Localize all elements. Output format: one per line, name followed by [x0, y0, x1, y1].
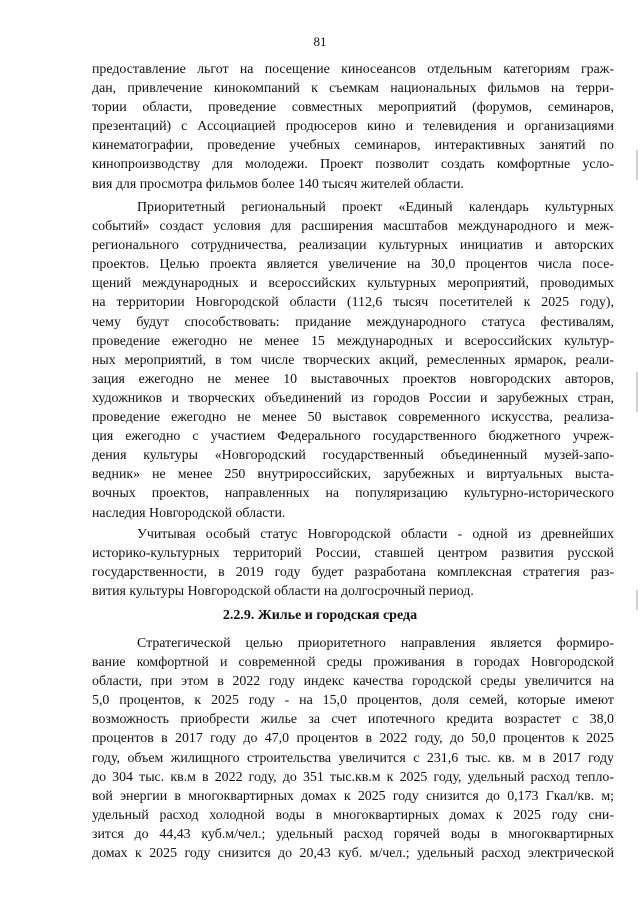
text-line: вития культуры Новгородской области на долгосрочный период. [92, 584, 474, 600]
text-line: регионального сотрудничества, реализации культурных инициатив и авторских [92, 238, 614, 254]
text-line: году, объем жилищного строительства увеличится с 231,6 тыс. кв. м в 2017 году [92, 750, 614, 766]
text-line: презентаций) с Ассоциацией продюсеров кино и телевидения и организациями [92, 119, 614, 135]
text-line: 5,0 процентов, к 2025 году - на 15,0 процентов, доля семей, которые имеют [92, 693, 614, 709]
text-line: художников и творческих объединений из городов России и зарубежных стран, [92, 390, 614, 406]
text-line: тории области, проведение совместных мероприятий (форумов, семинаров, [92, 100, 614, 116]
text-line: вия для просмотра фильмов более 140 тысяч жителей области. [92, 176, 464, 192]
section-heading: 2.2.9. Жилье и городская среда [222, 608, 418, 623]
text-line: возможность приобрести жилье за счет ипотечного кредита возрастет с 38,0 [92, 712, 614, 728]
text-line: процентов в 2017 году до 47,0 процентов в 2022 году, до 50,0 процентов к 2025 [92, 731, 614, 747]
text-line: событий» создаст условия для расширения масштабов международного и меж- [92, 219, 614, 235]
text-line: зация ежегодно не менее 10 выставочных проектов новгородских авторов, [92, 371, 614, 387]
text-line: кинопроизводству для молодежи. Проект позволит создать комфортные усло- [92, 157, 614, 173]
text-line: Приоритетный региональный проект «Единый календарь культурных [137, 200, 614, 215]
text-line: области, при этом в 2022 году индекс качества городской среды увеличится на [92, 674, 614, 690]
text-line: проведение ежегодно не менее 50 выставок современного искусства, реализа- [92, 410, 614, 426]
text-line: наследия Новгородской области. [92, 505, 286, 521]
text-line: щений международных и всероссийских культурных мероприятий, проводимых [92, 276, 614, 292]
text-line: ция ежегодно с участием Федерального государственного бюджетного учреж- [92, 429, 614, 445]
text-line: предоставление льгот на посещение киносеансов отдельным категориям граж- [92, 62, 614, 77]
text-line: Учитывая особый статус Новгородской области - одной из древнейших [137, 527, 614, 542]
text-line: вой энергии в многоквартирных домах к 2025 году снизится до 0,173 Гкал/кв. м; [92, 788, 614, 804]
text-line: вание комфортной и современной среды проживания в городах Новгородской [92, 655, 614, 671]
text-line: кинематографии, проведение учебных семинаров, интерактивных занятий по [92, 138, 614, 154]
text-line: до 304 тыс. кв.м в 2022 году, до 351 тыс.кв.м к 2025 году, удельный расход тепло- [92, 769, 614, 785]
page-number: 81 [313, 34, 327, 49]
scan-edge-mark [636, 372, 638, 412]
text-line: ных мероприятий, в том числе творческих акций, ремесленных ярмарок, реали- [92, 352, 614, 368]
text-line: домах к 2025 году снизится до 20,43 куб. м/чел.; удельный расход электрической [92, 846, 614, 862]
paragraph-culture-strategy [92, 525, 614, 601]
text-line: ведник» не менее 250 внутрироссийских, зарубежных и виртуальных выста- [92, 467, 614, 483]
text-line: историко-культурных территорий России, ставшей центром развития русской [92, 546, 614, 562]
text-line: удельный расход холодной воды в многоквартирных домах к 2025 году сни- [92, 807, 614, 823]
text-line: Стратегической целью приоритетного направления является формиро- [137, 636, 614, 651]
text-line: зится до 44,43 куб.м/чел.; удельный расход горячей воды в многоквартирных [92, 826, 614, 842]
scan-edge-mark [636, 590, 638, 610]
text-line: проведение ежегодно не менее 15 международных и всероссийских культур- [92, 333, 614, 349]
text-line: вочных проектов, направленных на популяризацию культурно-исторического [92, 486, 614, 502]
text-line: дения культуры «Новгородский государственный объединенный музей-запо- [92, 448, 614, 464]
paragraph-events-calendar [92, 198, 614, 523]
text-line: дан, привлечение кинокомпаний к съемкам национальных фильмов на терри- [92, 81, 614, 97]
text-line: на территории Новгородской области (112,6 тысяч посетителей к 2025 году), [92, 295, 614, 311]
paragraph-housing [92, 634, 614, 863]
paragraph-cinema [92, 60, 614, 194]
text-line: проектов. Целью проекта является увеличение на 30,0 процентов числа посе- [92, 257, 614, 273]
text-line: чему будут способствовать: придание международного статуса фестивалям, [92, 314, 614, 330]
text-line: государственности, в 2019 году будет разработана комплексная стратегия раз- [92, 565, 614, 581]
scan-edge-mark [636, 150, 638, 180]
